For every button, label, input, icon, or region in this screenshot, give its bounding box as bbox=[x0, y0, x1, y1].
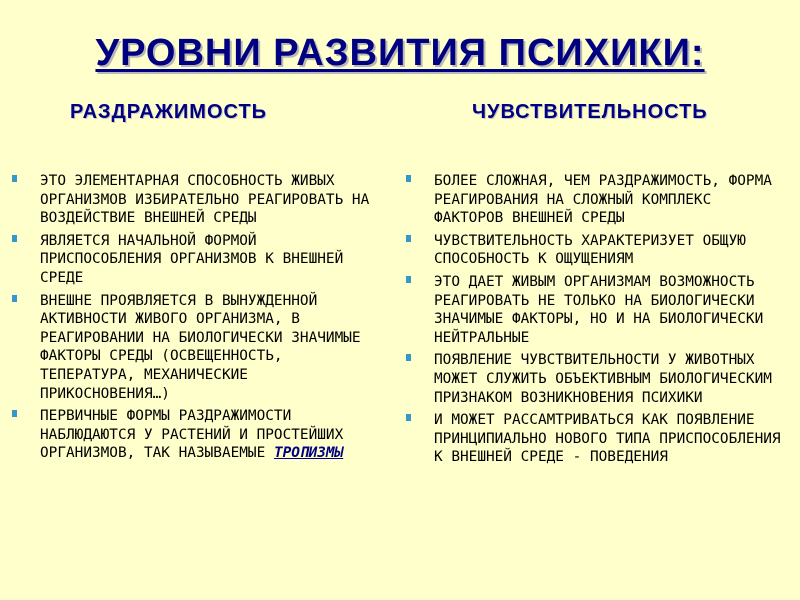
heading-sensitivity: ЧУВСТВИТЕЛЬНОСТЬ bbox=[472, 101, 708, 123]
list-item bbox=[406, 172, 786, 228]
heading-irritability: РАЗДРАЖИМОСТЬ bbox=[70, 101, 268, 123]
list-item-text: ЭТО ЭЛЕМЕНТАРНАЯ СПОСОБНОСТЬ ЖИВЫХ ОРГАНИЗМОВ ИЗБИРАТЕЛЬНО РЕАГИРОВАТЬ НА ВОЗДЕЙСТВИЕ ВНЕШНЕЙ СРЕДЫ bbox=[40, 173, 370, 227]
list-item bbox=[12, 172, 374, 228]
list-item-text: ВНЕШНЕ ПРОЯВЛЯЕТСЯ В ВЫНУЖДЕННОЙ АКТИВНОСТИ ЖИВОГО ОРГАНИЗМА, В РЕАГИРОВАНИИ НА БИОЛОГИЧЕСКИ ЗНАЧИМЫЕ ФАКТОРЫ СРЕДЫ (ОСВЕЩЕННОСТЬ, ТЕПЕРАТУРА, МЕХАНИЧЕСКИЕ ПРИКОСНОВЕНИЯ…) bbox=[40, 292, 361, 402]
square-bullet-icon bbox=[406, 175, 411, 182]
list-item bbox=[406, 273, 786, 347]
list-item bbox=[12, 407, 374, 463]
list-item-text: ЯВЛЯЕТСЯ НАЧАЛЬНОЙ ФОРМОЙ ПРИСПОСОБЛЕНИЯ ОРГАНИЗМОВ К ВНЕШНЕЙ СРЕДЕ bbox=[40, 232, 344, 286]
list-item-text: ЧУВСТВИТЕЛЬНОСТЬ ХАРАКТЕРИЗУЕТ ОБЩУЮ СПОСОБНОСТЬ К ОЩУЩЕНИЯМ bbox=[434, 232, 746, 268]
list-item bbox=[406, 232, 786, 269]
list-item-text: БОЛЕЕ СЛОЖНАЯ, ЧЕМ РАЗДРАЖИМОСТЬ, ФОРМА РЕАГИРОВАНИЯ НА СЛОЖНЫЙ КОМПЛЕКС ФАКТОРОВ ВНЕШНЕЙ СРЕДЫ bbox=[434, 173, 772, 227]
square-bullet-icon bbox=[406, 414, 411, 421]
list-item-text: ЭТО ДАЕТ ЖИВЫМ ОРГАНИЗМАМ ВОЗМОЖНОСТЬ РЕАГИРОВАТЬ НЕ ТОЛЬКО НА БИОЛОГИЧЕСКИ ЗНАЧИМЫЕ ФАКТОРЫ, НО И НА БИОЛОГИЧЕСКИ НЕЙТРАЛЬНЫЕ bbox=[434, 273, 764, 346]
list-item-text: И МОЖЕТ РАССАМТРИВАТЬСЯ КАК ПОЯВЛЕНИЕ ПРИНЦИПИАЛЬНО НОВОГО ТИПА ПРИСПОСОБЛЕНИЯ К ВНЕШНЕЙ СРЕДЕ - ПОВЕДЕНИЯ bbox=[434, 412, 781, 466]
list-item bbox=[12, 232, 374, 288]
square-bullet-icon bbox=[12, 410, 17, 417]
list-item bbox=[406, 411, 786, 467]
sensitivity-list bbox=[406, 172, 786, 471]
square-bullet-icon bbox=[406, 235, 411, 242]
tropisms-term: ТРОПИЗМЫ bbox=[273, 445, 344, 462]
slide-title: УРОВНИ РАЗВИТИЯ ПСИХИКИ: bbox=[95, 32, 705, 74]
irritability-list bbox=[12, 172, 374, 467]
square-bullet-icon bbox=[406, 276, 411, 283]
square-bullet-icon bbox=[406, 354, 411, 361]
square-bullet-icon bbox=[12, 235, 17, 242]
square-bullet-icon bbox=[12, 295, 17, 302]
list-item bbox=[406, 351, 786, 407]
list-item bbox=[12, 292, 374, 404]
square-bullet-icon bbox=[12, 175, 17, 182]
list-item-text: ПЕРВИЧНЫЕ ФОРМЫ РАЗДРАЖИМОСТИ НАБЛЮДАЮТСЯ У РАСТЕНИЙ И ПРОСТЕЙШИХ ОРГАНИЗМОВ, ТАК НАЗЫВАЕМЫЕ bbox=[40, 408, 344, 462]
list-item-text: ПОЯВЛЕНИЕ ЧУВСТВИТЕЛЬНОСТИ У ЖИВОТНЫХ МОЖЕТ СЛУЖИТЬ ОБЪЕКТИВНЫМ БИОЛОГИЧЕСКИМ ПРИЗНАКОМ ВОЗНИКНОВЕНИЯ ПСИХИКИ bbox=[434, 352, 772, 406]
